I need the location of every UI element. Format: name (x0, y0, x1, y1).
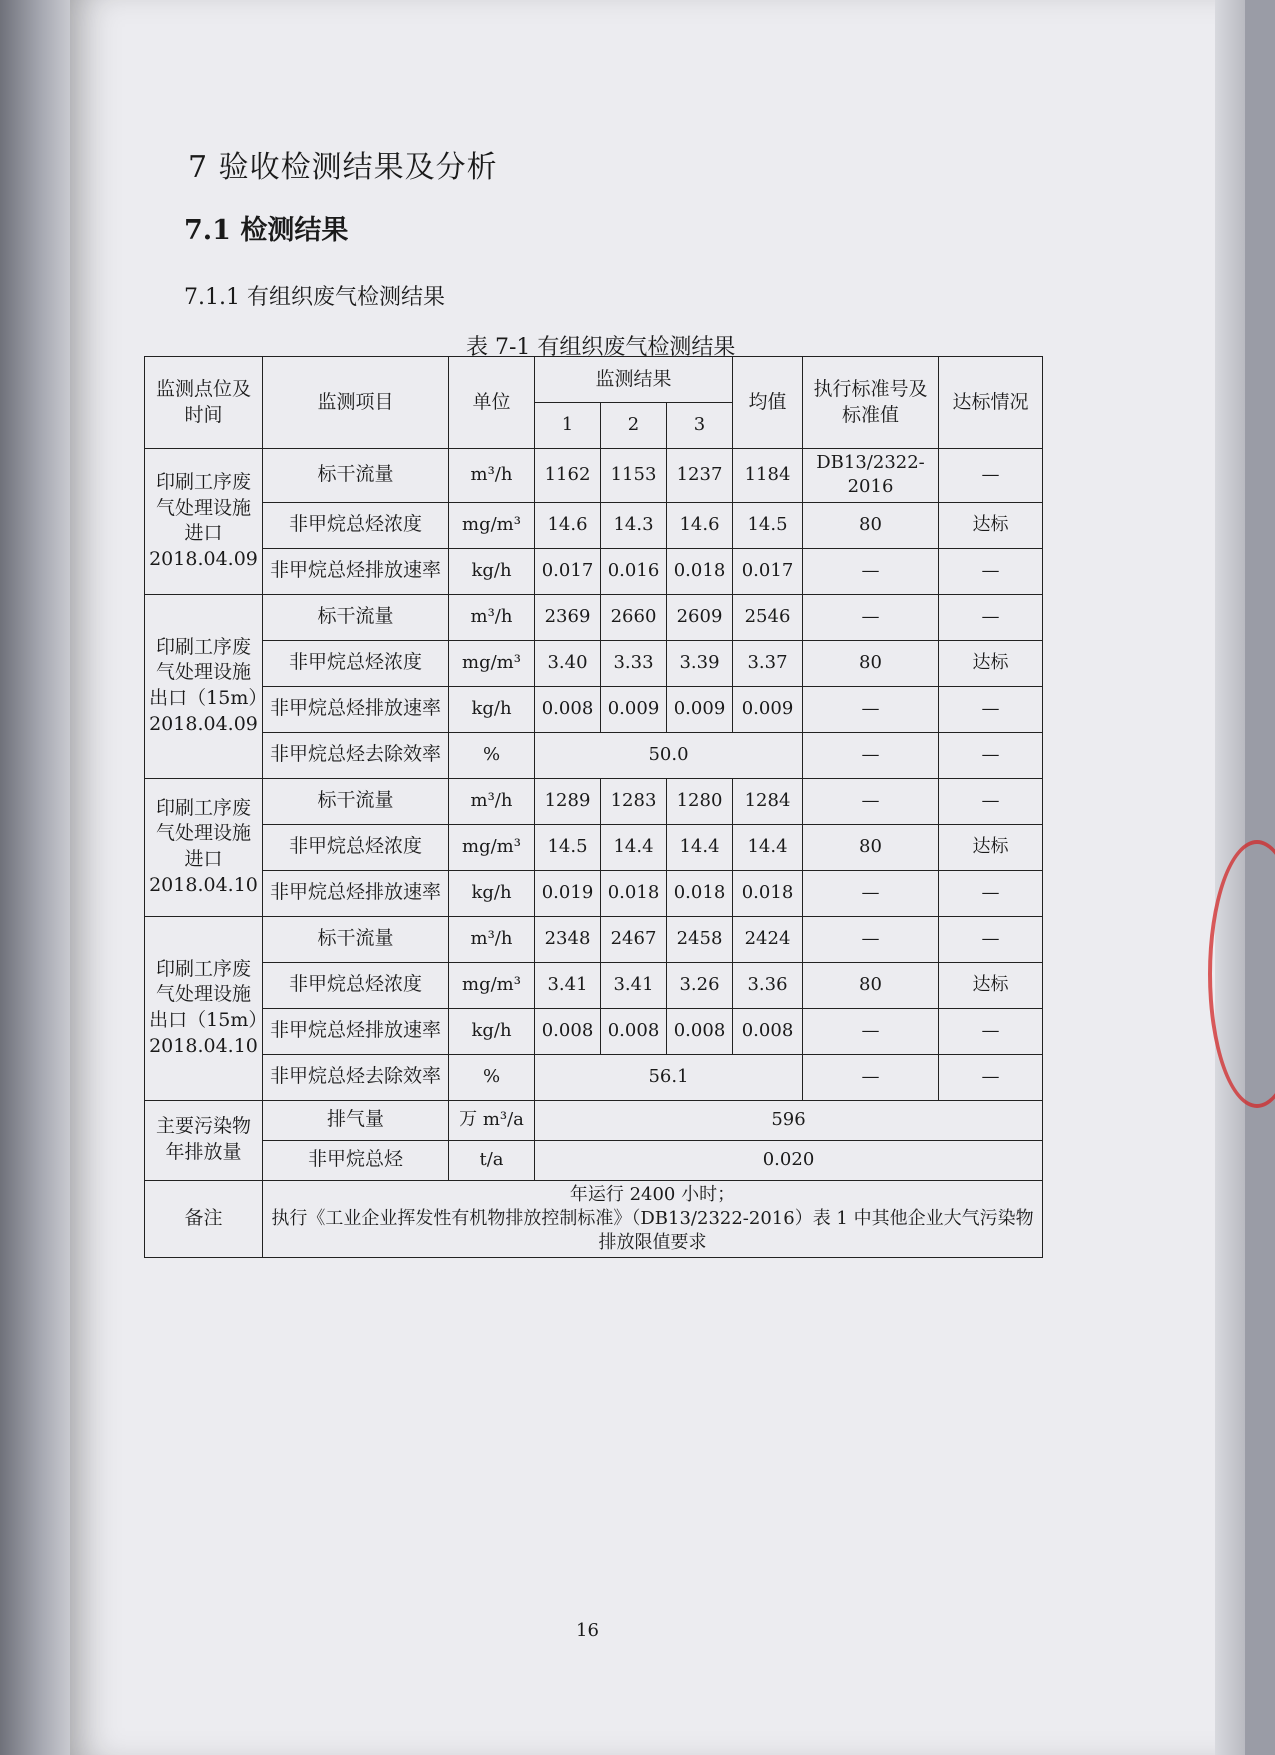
value-cell: 0.018 (667, 548, 733, 594)
standard-cell: — (803, 686, 939, 732)
item-cell: 标干流量 (263, 916, 449, 962)
efficiency-cell: 50.0 (535, 732, 803, 778)
section-heading: 7 验收检测结果及分析 (188, 150, 498, 185)
unit-cell: % (449, 1054, 535, 1100)
unit-cell: mg/m³ (449, 824, 535, 870)
header-results: 监测结果 (535, 357, 733, 403)
page-number: 16 (576, 1620, 599, 1641)
standard-cell: — (803, 732, 939, 778)
unit-cell: mg/m³ (449, 640, 535, 686)
value-cell: 2348 (535, 916, 601, 962)
value-cell: 1280 (667, 778, 733, 824)
compliance-cell: — (939, 732, 1043, 778)
table-row (145, 916, 1043, 962)
table-row (145, 732, 1043, 778)
item-cell: 非甲烷总烃去除效率 (263, 1054, 449, 1100)
note-line: 年运行 2400 小时； (569, 1183, 736, 1205)
compliance-cell: — (939, 686, 1043, 732)
standard-cell: — (803, 1008, 939, 1054)
value-cell: 3.26 (667, 962, 733, 1008)
monitoring-point: 印刷工序废气处理设施出口（15m）2018.04.10 (145, 916, 263, 1100)
header-standard: 执行标准号及标准值 (803, 357, 939, 449)
annual-emission-label: 主要污染物年排放量 (145, 1100, 263, 1180)
value-cell: 0.008 (535, 1008, 601, 1054)
table-row (145, 778, 1043, 824)
item-cell: 非甲烷总烃排放速率 (263, 1008, 449, 1054)
item-cell: 非甲烷总烃浓度 (263, 640, 449, 686)
subsubsection-heading: 7.1.1 有组织废气检测结果 (184, 285, 445, 310)
item-cell: 标干流量 (263, 594, 449, 640)
item-cell: 非甲烷总烃排放速率 (263, 686, 449, 732)
standard-cell: 80 (803, 824, 939, 870)
value-cell: 0.008 (667, 1008, 733, 1054)
unit-cell: kg/h (449, 686, 535, 732)
value-cell: 1283 (601, 778, 667, 824)
value-cell: 14.4 (667, 824, 733, 870)
header-item: 监测项目 (263, 357, 449, 449)
average-cell: 0.017 (733, 548, 803, 594)
monitoring-point: 印刷工序废气处理设施进口2018.04.09 (145, 449, 263, 595)
value-cell: 14.3 (601, 502, 667, 548)
compliance-cell: — (939, 548, 1043, 594)
compliance-cell: 达标 (939, 824, 1043, 870)
compliance-cell: — (939, 1054, 1043, 1100)
header-unit: 单位 (449, 357, 535, 449)
item-cell: 非甲烷总烃 (263, 1140, 449, 1180)
note-label: 备注 (145, 1180, 263, 1258)
unit-cell: m³/h (449, 778, 535, 824)
value-cell: 1289 (535, 778, 601, 824)
unit-cell: kg/h (449, 1008, 535, 1054)
value-cell: 0.017 (535, 548, 601, 594)
average-cell: 3.36 (733, 962, 803, 1008)
annual-value-cell: 0.020 (535, 1140, 1043, 1180)
compliance-cell: 达标 (939, 962, 1043, 1008)
unit-cell: mg/m³ (449, 502, 535, 548)
average-cell: 1184 (733, 449, 803, 503)
unit-cell: m³/h (449, 916, 535, 962)
table-row (145, 1140, 1043, 1180)
standard-cell: 80 (803, 962, 939, 1008)
unit-cell: m³/h (449, 449, 535, 503)
note-line: 执行《工业企业挥发性有机物排放控制标准》（DB13/2322-2016）表 1 中其他企业大气污染物排放限值要求 (271, 1207, 1034, 1254)
average-cell: 1284 (733, 778, 803, 824)
unit-cell: t/a (449, 1140, 535, 1180)
value-cell: 0.008 (601, 1008, 667, 1054)
unit-cell: 万 m³/a (449, 1100, 535, 1140)
standard-cell: — (803, 594, 939, 640)
value-cell: 0.009 (667, 686, 733, 732)
compliance-cell: — (939, 916, 1043, 962)
compliance-cell: — (939, 449, 1043, 503)
table-row (145, 502, 1043, 548)
table-row (145, 962, 1043, 1008)
header-average: 均值 (733, 357, 803, 449)
average-cell: 0.008 (733, 1008, 803, 1054)
average-cell: 0.009 (733, 686, 803, 732)
average-cell: 2546 (733, 594, 803, 640)
value-cell: 14.6 (535, 502, 601, 548)
table-row (145, 1054, 1043, 1100)
value-cell: 14.6 (667, 502, 733, 548)
value-cell: 1153 (601, 449, 667, 503)
item-cell: 非甲烷总烃排放速率 (263, 870, 449, 916)
header-run-1: 1 (535, 403, 601, 449)
value-cell: 0.019 (535, 870, 601, 916)
value-cell: 0.009 (601, 686, 667, 732)
table-row (145, 548, 1043, 594)
unit-cell: % (449, 732, 535, 778)
average-cell: 3.37 (733, 640, 803, 686)
standard-cell: — (803, 1054, 939, 1100)
item-cell: 标干流量 (263, 778, 449, 824)
standard-cell: — (803, 916, 939, 962)
value-cell: 3.39 (667, 640, 733, 686)
table-row (145, 870, 1043, 916)
standard-cell: — (803, 778, 939, 824)
table-row (145, 594, 1043, 640)
value-cell: 2660 (601, 594, 667, 640)
item-cell: 非甲烷总烃浓度 (263, 502, 449, 548)
value-cell: 2369 (535, 594, 601, 640)
monitoring-point: 印刷工序废气处理设施进口2018.04.10 (145, 778, 263, 916)
item-cell: 非甲烷总烃排放速率 (263, 548, 449, 594)
item-cell: 排气量 (263, 1100, 449, 1140)
value-cell: 3.41 (601, 962, 667, 1008)
compliance-cell: — (939, 870, 1043, 916)
average-cell: 0.018 (733, 870, 803, 916)
table-row (145, 824, 1043, 870)
table-row (145, 1008, 1043, 1054)
subsection-heading: 7.1 检测结果 (184, 215, 349, 246)
item-cell: 非甲烷总烃去除效率 (263, 732, 449, 778)
unit-cell: mg/m³ (449, 962, 535, 1008)
table-row (145, 640, 1043, 686)
value-cell: 0.008 (535, 686, 601, 732)
table-row (145, 449, 1043, 503)
unit-cell: m³/h (449, 594, 535, 640)
average-cell: 14.4 (733, 824, 803, 870)
standard-cell: DB13/2322-2016 (803, 449, 939, 503)
table-caption: 表 7-1 有组织废气检测结果 (466, 335, 736, 360)
value-cell: 14.5 (535, 824, 601, 870)
value-cell: 3.41 (535, 962, 601, 1008)
average-cell: 2424 (733, 916, 803, 962)
compliance-cell: — (939, 1008, 1043, 1054)
standard-cell: — (803, 870, 939, 916)
efficiency-cell: 56.1 (535, 1054, 803, 1100)
header-compliance: 达标情况 (939, 357, 1043, 449)
average-cell: 14.5 (733, 502, 803, 548)
header-point: 监测点位及时间 (145, 357, 263, 449)
value-cell: 2458 (667, 916, 733, 962)
compliance-cell: — (939, 778, 1043, 824)
value-cell: 14.4 (601, 824, 667, 870)
item-cell: 非甲烷总烃浓度 (263, 824, 449, 870)
header-run-3: 3 (667, 403, 733, 449)
value-cell: 0.018 (601, 870, 667, 916)
value-cell: 3.33 (601, 640, 667, 686)
item-cell: 标干流量 (263, 449, 449, 503)
monitoring-point: 印刷工序废气处理设施出口（15m）2018.04.09 (145, 594, 263, 778)
value-cell: 2609 (667, 594, 733, 640)
results-table (144, 356, 1043, 1258)
table-row (145, 1100, 1043, 1140)
item-cell: 非甲烷总烃浓度 (263, 962, 449, 1008)
unit-cell: kg/h (449, 548, 535, 594)
header-run-2: 2 (601, 403, 667, 449)
book-fold (0, 0, 70, 1755)
standard-cell: — (803, 548, 939, 594)
compliance-cell: — (939, 594, 1043, 640)
unit-cell: kg/h (449, 870, 535, 916)
standard-cell: 80 (803, 502, 939, 548)
value-cell: 1162 (535, 449, 601, 503)
annual-value-cell: 596 (535, 1100, 1043, 1140)
value-cell: 2467 (601, 916, 667, 962)
value-cell: 3.40 (535, 640, 601, 686)
value-cell: 0.018 (667, 870, 733, 916)
compliance-cell: 达标 (939, 640, 1043, 686)
value-cell: 1237 (667, 449, 733, 503)
note-cell (263, 1180, 1043, 1258)
table-row (145, 686, 1043, 732)
table-row (145, 1180, 1043, 1258)
standard-cell: 80 (803, 640, 939, 686)
value-cell: 0.016 (601, 548, 667, 594)
compliance-cell: 达标 (939, 502, 1043, 548)
